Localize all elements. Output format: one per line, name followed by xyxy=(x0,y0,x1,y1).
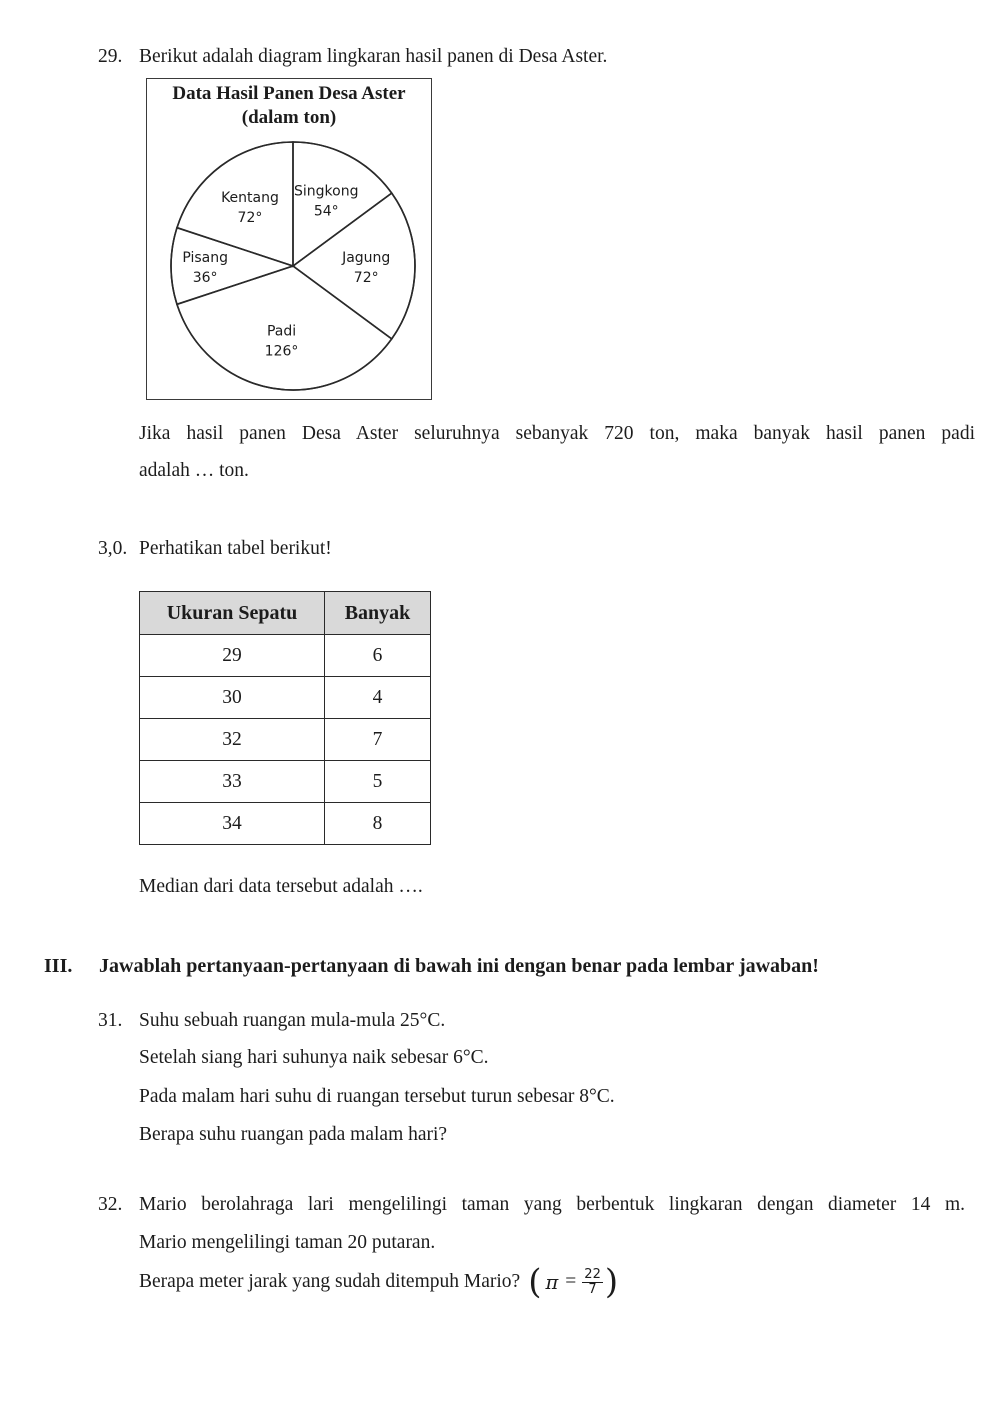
q29-question-line2: adalah … ton. xyxy=(139,460,249,481)
pie-value-singkong: 54° xyxy=(313,203,339,220)
pi-equals: = xyxy=(565,1271,577,1292)
cell-size: 30 xyxy=(140,677,325,719)
pi-denominator: 7 xyxy=(588,1281,597,1297)
cell-count: 4 xyxy=(325,677,431,719)
header-banyak: Banyak xyxy=(325,592,431,635)
table-row xyxy=(140,719,431,761)
cell-count: 5 xyxy=(325,761,431,803)
pie-chart xyxy=(147,79,433,401)
q29-number: 29. xyxy=(98,46,123,67)
pie-slice-jagung xyxy=(293,193,415,339)
table-row xyxy=(140,677,431,719)
table-row xyxy=(140,635,431,677)
pie-value-pisang: 36° xyxy=(192,270,218,286)
q31-line2: Setelah siang hari suhunya naik sebesar 6°C. xyxy=(139,1047,489,1068)
q30-number: 3,0. xyxy=(98,538,128,559)
pie-label-padi: Padi xyxy=(266,323,297,340)
table-row xyxy=(140,803,431,845)
pie-label-jagung: Jagung xyxy=(342,250,391,266)
q29-intro: Berikut adalah diagram lingkaran hasil panen di Desa Aster. xyxy=(139,46,608,67)
q31-line1: Suhu sebuah ruangan mula-mula 25°C. xyxy=(139,1010,446,1031)
q32-line2: Mario mengelilingi taman 20 putaran. xyxy=(139,1232,436,1253)
pie-slice-pisang xyxy=(171,228,293,305)
q29-question-line1: Jika hasil panen Desa Aster seluruhnya sebanyak 720 ton, maka banyak hasil panen padi xyxy=(139,423,975,444)
cell-count: 7 xyxy=(325,719,431,761)
section-heading: Jawablah pertanyaan-pertanyaan di bawah ini dengan benar pada lembar jawaban! xyxy=(99,955,819,977)
q32-line1: Mario berolahraga lari mengelilingi taman yang berbentuk lingkaran dengan diameter 14 m. xyxy=(139,1194,965,1215)
cell-size: 33 xyxy=(140,761,325,803)
pie-value-padi: 126° xyxy=(264,343,299,360)
pie-label-kentang: Kentang xyxy=(221,189,279,206)
pie-chart-box xyxy=(146,78,432,400)
chart-subtitle: (dalam ton) xyxy=(241,107,337,128)
shoe-size-table xyxy=(139,591,431,845)
cell-count: 8 xyxy=(325,803,431,845)
pi-symbol: π xyxy=(545,1270,559,1294)
pie-value-kentang: 72° xyxy=(237,209,263,226)
q31-number: 31. xyxy=(98,1010,123,1031)
section-numeral: III. xyxy=(44,955,73,977)
table-header-row xyxy=(140,592,431,635)
open-paren: ( xyxy=(528,1262,542,1302)
chart-title: Data Hasil Panen Desa Aster xyxy=(172,83,406,104)
cell-size: 29 xyxy=(140,635,325,677)
pie-label-singkong: Singkong xyxy=(293,183,359,200)
close-paren: ) xyxy=(604,1262,619,1302)
q31-line3: Pada malam hari suhu di ruangan tersebut turun sebesar 8°C. xyxy=(139,1086,615,1107)
cell-size: 32 xyxy=(140,719,325,761)
q32-question: Berapa meter jarak yang sudah ditempuh Mario? xyxy=(139,1271,521,1292)
q32-line3 xyxy=(139,1262,618,1302)
cell-size: 34 xyxy=(140,803,325,845)
q31-line4: Berapa suhu ruangan pada malam hari? xyxy=(139,1124,448,1145)
q30-question: Median dari data tersebut adalah …. xyxy=(139,876,423,897)
q32-number: 32. xyxy=(98,1194,123,1215)
pie-label-pisang: Pisang xyxy=(182,250,228,266)
table-row xyxy=(140,761,431,803)
pi-fraction xyxy=(582,1268,603,1297)
header-ukuran-sepatu: Ukuran Sepatu xyxy=(140,592,325,635)
cell-count: 6 xyxy=(325,635,431,677)
q30-intro: Perhatikan tabel berikut! xyxy=(139,538,332,559)
pie-value-jagung: 72° xyxy=(353,270,379,286)
pi-numerator: 22 xyxy=(584,1266,601,1282)
